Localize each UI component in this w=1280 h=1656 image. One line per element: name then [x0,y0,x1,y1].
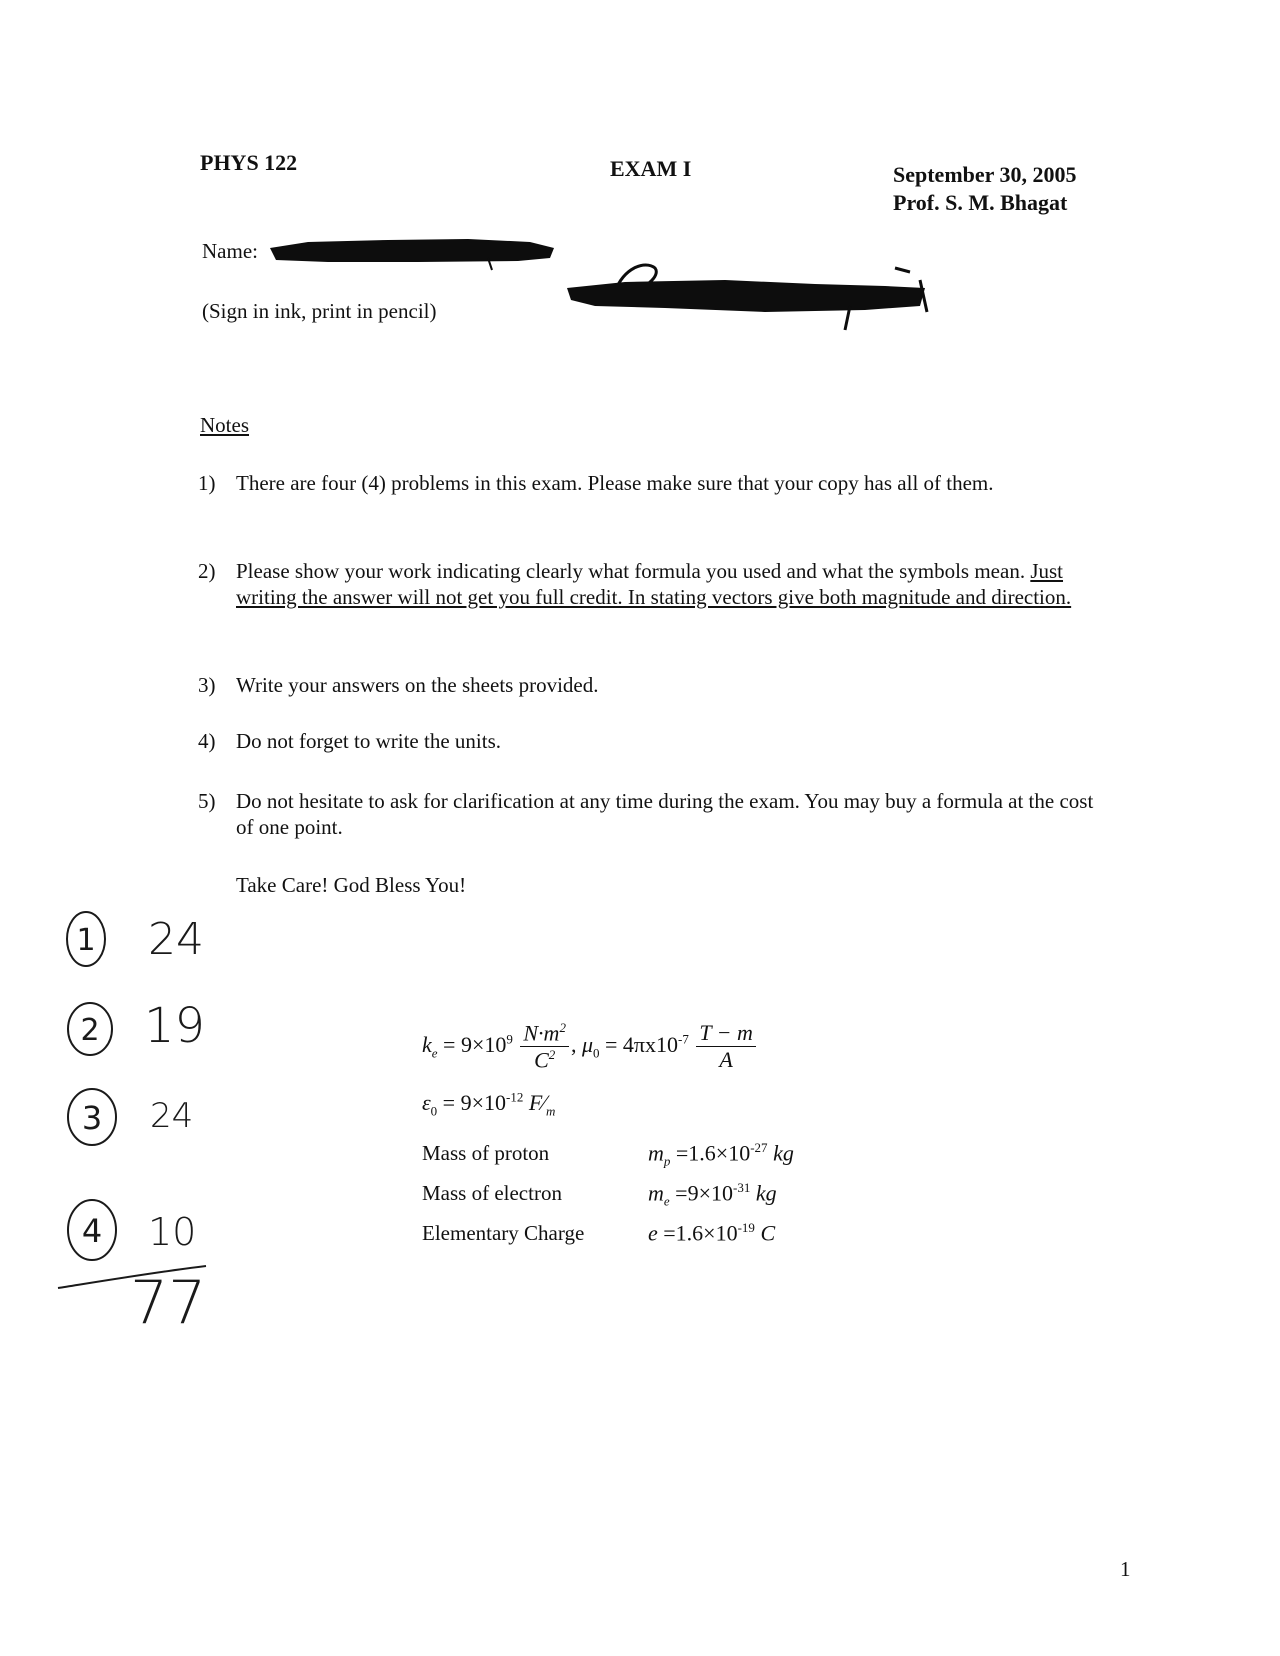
epsilon0-value: = $9\times 10^{-12}$ [442,1090,524,1116]
course-code: PHYS 122 [200,150,298,175]
circled-number-1 [60,908,112,970]
note-text-plain: Please show your work indicating clearly what formula you used and what the symbols mean. [236,559,1026,583]
note-text [236,558,1116,610]
mass-electron-formula [648,1180,777,1210]
svg-text:3: 3 [81,1099,103,1137]
mass-proton-exponent: -27 [750,1140,768,1155]
professor-name: Prof. S. M. Bhagat [893,190,1068,215]
mu0-value: = $4\pi x10^{-7}$ [604,1031,689,1057]
svg-text:1: 1 [76,923,96,958]
score-problem-1: 24 [148,914,204,965]
ke-subscript: e [431,1045,438,1061]
exam-date: September 30, 2005 [893,162,1077,187]
score-problem-3: 24 [150,1096,194,1136]
note-text: Do not forget to write the units. [236,729,501,753]
sign-instruction: (Sign in ink, print in pencil) [202,299,437,323]
note-number: 4) [198,729,216,753]
charge-value: =1.6×10 [663,1220,738,1246]
svg-text:4: 4 [81,1212,103,1250]
mass-electron-symbol: m [648,1180,664,1206]
circled-number-2 [62,998,118,1060]
note-number: 5) [198,789,216,813]
mass-electron-unit: kg [755,1180,777,1206]
score-total: 77 [130,1268,207,1338]
mass-proton-unit: kg [773,1140,794,1166]
svg-text:2: 2 [80,1013,100,1048]
epsilon0-unit: $F⁄_m$ [528,1090,556,1119]
constant-epsilon0 [422,1090,555,1120]
notes-heading: Notes [200,413,249,437]
closing-message: Take Care! God Bless You! [236,873,467,897]
score-problem-2: 19 [144,998,206,1054]
note-text: Write your answers on the sheets provided. [236,673,599,697]
mu0-symbol: $\mu_0$ [581,1031,600,1061]
circled-number-4 [62,1196,122,1264]
note-number: 3) [198,673,216,697]
mu0-unit: $\frac{T - m}{A}$ [696,1020,756,1073]
mass-proton-formula [648,1140,794,1170]
mass-electron-subscript: e [663,1193,670,1209]
note-text: There are four (4) problems in this exam. Please make sure that your copy has all of them. [236,471,994,495]
mass-electron-exponent: -31 [733,1180,751,1195]
mass-proton-subscript: p [663,1153,671,1169]
mass-proton-value: =1.6×10 [675,1140,751,1166]
mass-proton-label: Mass of proton [422,1141,550,1165]
mass-electron-value: =9×10 [675,1180,733,1206]
circled-number-3 [62,1084,122,1150]
epsilon0-symbol: $\varepsilon_0$ [422,1090,438,1119]
page-number: 1 [1120,1557,1131,1581]
note-text-underlined: Just writing the answer will not get you full credit. In stating vectors give both magnitude and direction. [236,559,1072,609]
ke-value: = $9\times 10^9$ [443,1031,513,1057]
score-tally [60,900,260,1340]
exam-title: EXAM I [610,156,692,181]
ke-unit: $\frac{N\cdot m^2}{C^2}$ [520,1020,569,1074]
charge-formula [648,1220,775,1246]
ke-symbol: k [422,1031,432,1057]
constant-ke-mu0: $k_e = 9\times 10^9$ $\frac{N\cdot m^2}{C^2}$ , $\mu_0 = 4\pi x10^{-7}$ $\frac{T - m}{A}$ [422,1020,758,1074]
note-text: Do not hesitate to ask for clarification at any time during the exam. You may buy a formula at the cost of one point. [236,789,1094,839]
score-problem-4: 10 [148,1210,197,1254]
redacted-signature [565,258,945,338]
mass-electron-label: Mass of electron [422,1181,562,1205]
charge-unit: C [760,1220,776,1246]
mass-proton-symbol: m [648,1140,664,1166]
charge-label: Elementary Charge [422,1221,585,1245]
charge-exponent: -19 [737,1220,755,1235]
redacted-name [268,234,558,272]
note-number: 2) [198,559,216,583]
charge-symbol: e [648,1220,658,1246]
name-label: Name: [202,239,258,263]
note-number: 1) [198,471,216,495]
